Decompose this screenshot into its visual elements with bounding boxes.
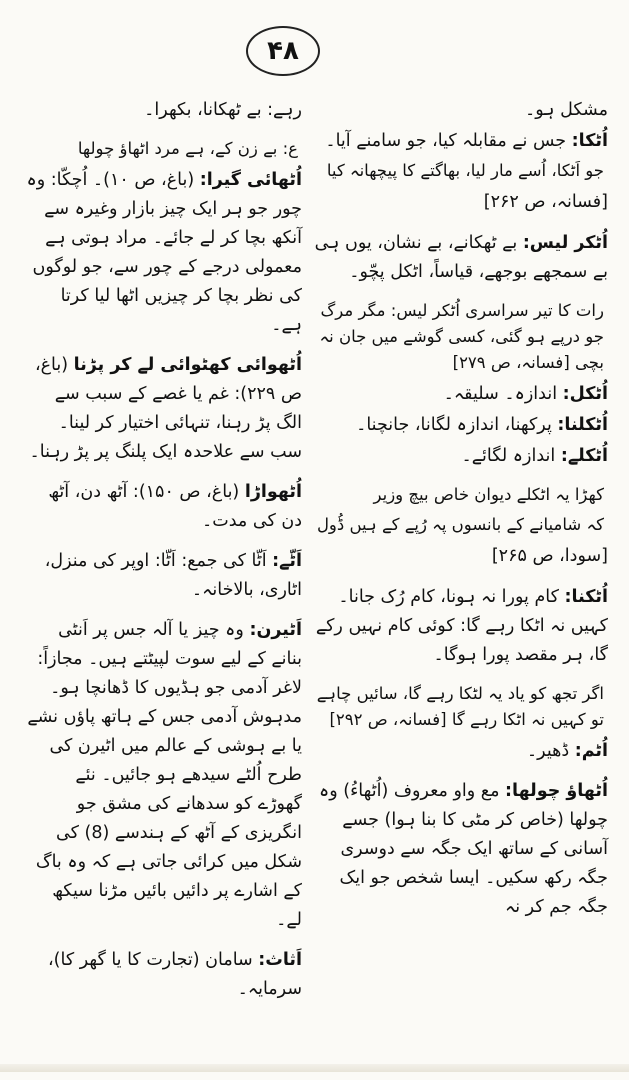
dictionary-entry: [312, 229, 608, 287]
entry-headword: اُٹکا:: [571, 131, 608, 151]
dictionary-entry: [312, 681, 608, 733]
entry-text: کھڑا یہ اٹکلے دیوان خاص بیچ وزیر: [373, 485, 604, 504]
dictionary-entry: [26, 166, 302, 340]
entry-text: (باغ، ص ۱۵۰): آٹھ دن، آٹھ دن کی مدت۔: [48, 482, 302, 531]
entry-text: سامان (تجارت کا یا گھر کا)، سرمایہ۔: [48, 950, 302, 999]
dictionary-entry: [312, 127, 608, 156]
dictionary-entry: [312, 298, 608, 376]
dictionary-entry: [26, 547, 302, 605]
dictionary-entry: [26, 616, 302, 935]
dictionary-entry: [26, 351, 302, 467]
entry-headword: اُٹھائی گیرا:: [199, 170, 302, 190]
entry-headword: اُٹم:: [574, 741, 608, 761]
dictionary-entry: [26, 96, 302, 125]
dictionary-entry: [312, 411, 608, 440]
entry-text: مع واو معروف (اُٹھاءُ) وہ چولھا (خاص کر مٹی کا بنا ہوا) جسے آسانی کے ساتھ ایک جگہ سے دوسری جگہ رکھ سکیں۔ ایسا شخص جو ایک جگہ جم کر نہ: [318, 781, 608, 917]
entry-text: مشکل ہو۔: [524, 100, 608, 120]
page-bottom-edge: [0, 1064, 629, 1072]
entry-text: اندازہ۔ سلیقہ۔: [443, 384, 563, 404]
entry-text: [سودا، ص ۲۶۵]: [491, 546, 608, 566]
left-column: [26, 96, 302, 1015]
entry-text: اَٹّا کی جمع: اَٹّا: اوپر کی منزل، اٹاری، بالاخانہ۔: [44, 551, 302, 600]
dictionary-entry: [312, 188, 608, 217]
dictionary-entry: [312, 777, 608, 922]
dictionary-entry: [312, 380, 608, 409]
entry-text: پرکھنا، اندازہ لگانا، جانچنا۔: [356, 415, 558, 435]
entry-text: رات کا تیر سراسری اُٹکر لیس: مگر مرگ جو درپے ہو گئی، کسی گوشے میں جان نہ بچی [فسانہ، ص ۲۷۹]: [319, 301, 604, 372]
entry-headword: اَٹّے:: [272, 551, 302, 571]
dictionary-entry: [312, 482, 608, 508]
entry-text: رہے: بے ٹھکانا، بکھرا۔: [144, 100, 302, 120]
dictionary-entry: [312, 512, 608, 538]
entry-headword: اُٹھاؤ چولھا:: [505, 781, 608, 801]
entry-headword: اُٹکنا:: [564, 587, 608, 607]
entry-text: اندازہ لگائے۔: [461, 446, 561, 466]
entry-headword: اَثاث:: [258, 950, 302, 970]
page-number: ۴۸: [246, 26, 320, 76]
dictionary-entry: [312, 158, 608, 184]
entry-text: کام پورا نہ ہونا، کام رُک جانا۔ کہیں نہ اٹکا رہے گا: کوئی کام نہیں رکے گا، ہر مقصد پورا ہوگا۔: [315, 587, 608, 665]
entry-headword: اُٹکلے:: [560, 446, 608, 466]
entry-text: جو اَٹکا، اُسے مار لیا، بھاگتے کا پیچھانہ کیا: [326, 161, 604, 180]
dictionary-entry: [312, 96, 608, 125]
entry-text: [فسانہ، ص ۲۶۲]: [483, 192, 608, 212]
dictionary-entry: [312, 442, 608, 471]
entry-text: (باغ، ص ۱۰)۔ اُچکّا: وہ چور جو ہر ایک چیز بازار وغیرہ سے آنکھ بچا کر لے جائے۔ مراد ہوتی ہے معمولی درجے کے چور سے، جو لوگوں کی نظر بچا کر چیزیں اٹھا لیا کرتا ہے۔: [26, 170, 302, 335]
dictionary-entry: [26, 946, 302, 1004]
entry-text: ع: بے زن کے، ہے مرد اٹھاؤ چولھا: [77, 139, 298, 158]
entry-text: ڈھیر۔: [526, 741, 575, 761]
dictionary-entry: [312, 542, 608, 571]
entry-headword: اُٹھوائی کھٹوائی لے کر پڑنا: [73, 355, 302, 375]
entry-text: وہ چیز یا آلہ جس پر اَنٹی بنانے کے لیے سوت لپیٹتے ہیں۔ مجازاً: لاغر آدمی جو ہڈیوں کا ڈھانچا ہو۔ مدہوش آدمی جس کے ہاتھ پاؤں نشے یا بے ہوشی کے عالم میں اٹیرن کی طرح اُلٹے سیدھے ہو جائیں۔ نئے گھوڑے کو سدھانے کی مشق جو انگریزی کے آٹھ کے ہندسے (8) کی شکل میں کرائی جاتی ہے کہ وہ باگ کے اشارے پر دائیں بائیں مڑنا سیکھ لے۔: [27, 620, 302, 930]
entry-text: اگر تجھ کو یاد یہ لٹکا رہے گا، سائیں چاہے تو کہیں نہ اٹکا رہے گا [فسانہ، ص ۲۹۲]: [316, 684, 604, 729]
entry-headword: اُٹکر لیس:: [522, 233, 608, 253]
entry-text: جس نے مقابلہ کیا، جو سامنے آیا۔: [325, 131, 572, 151]
entry-headword: اُٹکلنا:: [557, 415, 608, 435]
dictionary-entry: [26, 478, 302, 536]
dictionary-entry: [26, 136, 302, 162]
dictionary-entry: [312, 737, 608, 766]
entry-headword: اُٹکل:: [562, 384, 608, 404]
entry-headword: اَٹیرن:: [249, 620, 302, 640]
entry-text: کہ شامیانے کے بانسوں پہ رُپے کے ہیں ڈُول: [316, 515, 604, 534]
entry-text: (باغ، ص ۲۲۹): غم یا غصے کے سبب سے الگ پڑ رہنا، تنہائی اختیار کر لینا۔ سب سے علاحدہ ایک پلنگ پر پڑ رہنا۔: [29, 355, 302, 462]
dictionary-entry: [312, 583, 608, 670]
right-column: [312, 96, 608, 924]
entry-headword: اُٹھواڑا: [244, 482, 302, 502]
entry-text: بے ٹھکانے، بے نشان، یوں ہی بے سمجھے بوجھے، قیاساً، اٹکل پچّو۔: [314, 233, 608, 282]
